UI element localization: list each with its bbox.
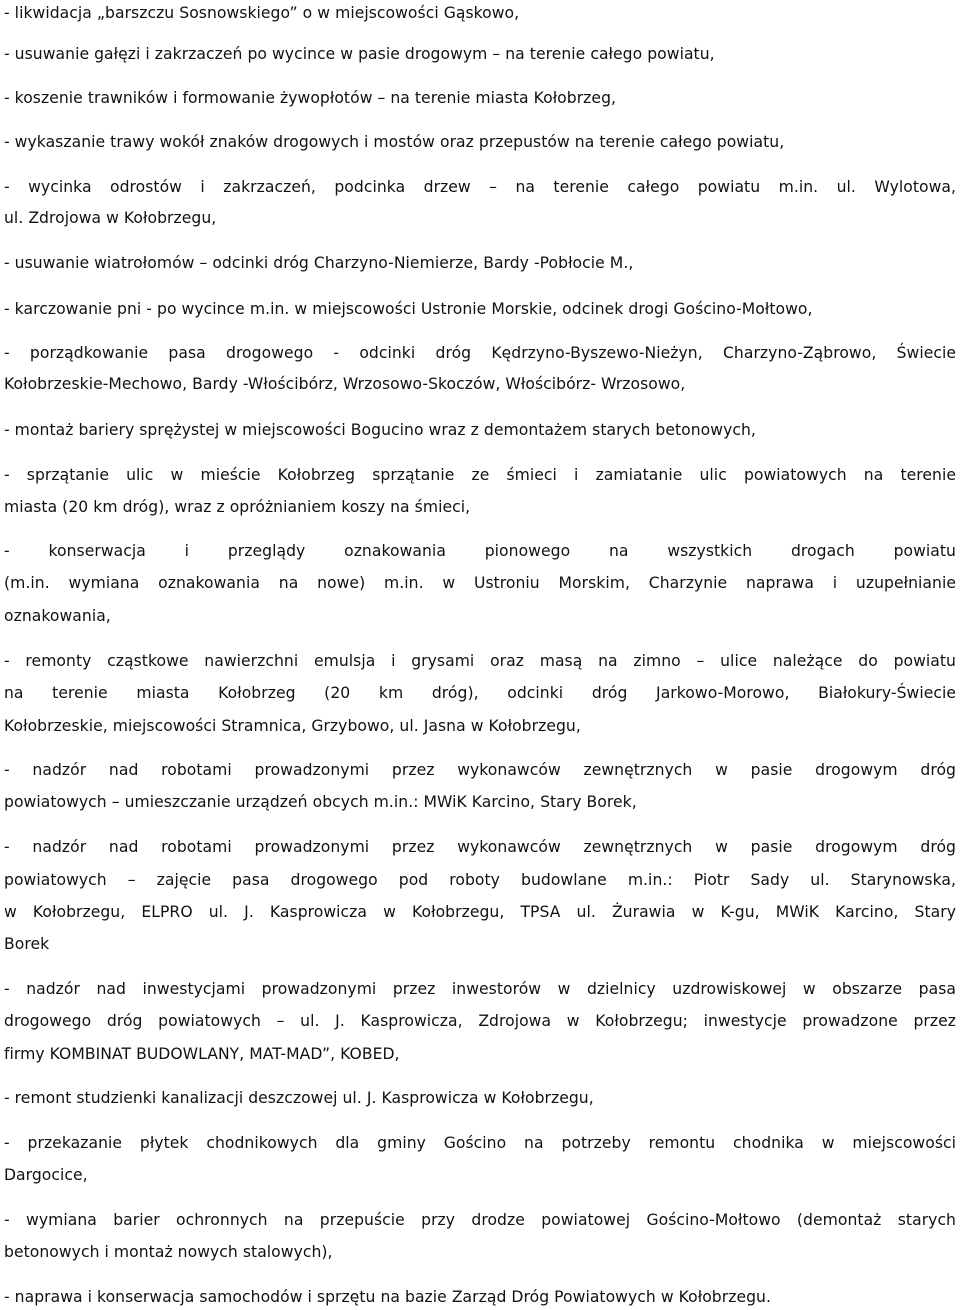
text-line: - naprawa i konserwacja samochodów i sprzętu na bazie Zarząd Dróg Powiatowych w Kołobrzegu. — [4, 1288, 771, 1306]
text-line: - wymiana barier ochronnych na przepuście przy drodze powiatowej Gościno-Mołtowo (demontaż starych — [4, 1211, 956, 1229]
text-line: - nadzór nad robotami prowadzonymi przez wykonawców zewnętrznych w pasie drogowym dróg — [4, 761, 956, 779]
text-line: powiatowych – umieszczanie urządzeń obcych m.in.: MWiK Karcino, Stary Borek, — [4, 793, 637, 811]
text-line: oznakowania, — [4, 607, 111, 625]
text-line: - konserwacja i przeglądy oznakowania pionowego na wszystkich drogach powiatu — [4, 542, 956, 560]
text-line: Kołobrzeskie, miejscowości Stramnica, Grzybowo, ul. Jasna w Kołobrzegu, — [4, 717, 581, 735]
text-line: betonowych i montaż nowych stalowych), — [4, 1243, 333, 1261]
text-line: powiatowych – zajęcie pasa drogowego pod roboty budowlane m.in.: Piotr Sady ul. Starynowska, — [4, 871, 956, 889]
text-line: - koszenie trawników i formowanie żywopłotów – na terenie miasta Kołobrzeg, — [4, 89, 617, 107]
text-line: (m.in. wymiana oznakowania na nowe) m.in. w Ustroniu Morskim, Charzynie naprawa i uzupełnianie — [4, 574, 956, 592]
text-line: - wycinka odrostów i zakrzaczeń, podcinka drzew – na terenie całego powiatu m.in. ul. Wylotowa, — [4, 178, 956, 196]
text-line: - sprzątanie ulic w mieście Kołobrzeg sprzątanie ze śmieci i zamiatanie ulic powiatowych na terenie — [4, 466, 956, 484]
text-line: na terenie miasta Kołobrzeg (20 km dróg), odcinki dróg Jarkowo-Morowo, Białokury-Świecie — [4, 684, 956, 702]
text-line: - remonty cząstkowe nawierzchni emulsja i grysami oraz masą na zimno – ulice należące do powiatu — [4, 652, 956, 670]
text-line: - usuwanie wiatrołomów – odcinki dróg Charzyno-Niemierze, Bardy -Pobłocie M., — [4, 254, 634, 272]
text-line: drogowego dróg powiatowych – ul. J. Kasprowicza, Zdrojowa w Kołobrzegu; inwestycje prowadzone przez — [4, 1012, 956, 1030]
text-line: Dargocice, — [4, 1166, 88, 1184]
text-line: - usuwanie gałęzi i zakrzaczeń po wycince w pasie drogowym – na terenie całego powiatu, — [4, 45, 715, 63]
text-line: - nadzór nad robotami prowadzonymi przez wykonawców zewnętrznych w pasie drogowym dróg — [4, 838, 956, 856]
text-line: - montaż bariery sprężystej w miejscowości Bogucino wraz z demontażem starych betonowych, — [4, 421, 756, 439]
text-line: Kołobrzeskie-Mechowo, Bardy -Włościbórz, Wrzosowo-Skoczów, Włościbórz- Wrzosowo, — [4, 375, 686, 393]
text-line: miasta (20 km dróg), wraz z opróżnianiem koszy na śmieci, — [4, 498, 471, 516]
text-line: w Kołobrzegu, ELPRO ul. J. Kasprowicza w Kołobrzegu, TPSA ul. Żurawia w K-gu, MWiK Karcino, Stary — [4, 903, 956, 921]
text-line: - nadzór nad inwestycjami prowadzonymi przez inwestorów w dzielnicy uzdrowiskowej w obszarze pasa — [4, 980, 956, 998]
text-line: ul. Zdrojowa w Kołobrzegu, — [4, 209, 217, 227]
text-line: - przekazanie płytek chodnikowych dla gminy Gościno na potrzeby remontu chodnika w miejscowości — [4, 1134, 956, 1152]
text-line: - remont studzienki kanalizacji deszczowej ul. J. Kasprowicza w Kołobrzegu, — [4, 1089, 594, 1107]
text-line: - karczowanie pni - po wycince m.in. w miejscowości Ustronie Morskie, odcinek drogi Gościno-Mołtowo, — [4, 300, 813, 318]
text-line: - likwidacja „barszczu Sosnowskiego” o w miejscowości Gąskowo, — [4, 4, 520, 22]
text-line: - porządkowanie pasa drogowego - odcinki dróg Kędrzyno-Byszewo-Nieżyn, Charzyno-Ząbrowo, Świecie — [4, 344, 956, 362]
text-line: - wykaszanie trawy wokół znaków drogowych i mostów oraz przepustów na terenie całego powiatu, — [4, 133, 785, 151]
text-line: firmy KOMBINAT BUDOWLANY, MAT-MAD”, KOBED, — [4, 1045, 400, 1063]
text-line: Borek — [4, 935, 50, 953]
